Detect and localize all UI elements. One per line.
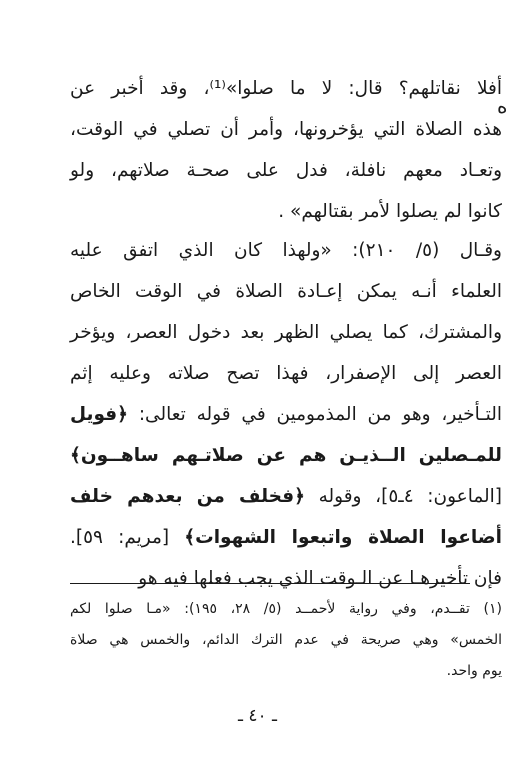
footnote-line: يوم واحد. <box>446 663 502 679</box>
text-line: وتعـاد معهم نافلة، فدل على صحـة صلاتهم، ولو <box>70 160 502 181</box>
footnote-line: الخمس» وهي صريحة في عدم الترك الدائم، والخمس هي صلاة <box>70 632 502 648</box>
text-line: هذه الصلاة التي يؤخرونها، وأمر أن تصلي في الوقت، <box>70 119 502 140</box>
footnote-line: (١) تقــدم، وفي رواية لأحمــد (٥/ ٢٨، ١٩٥): «مـا صلوا لكم <box>70 601 502 617</box>
text-line: كانوا لم يصلوا لأمر بقتالهم» . <box>278 201 502 222</box>
text-run: التـأخير، وهو من المذمومين في قوله تعالى: <box>128 404 502 425</box>
text-line: العصر إلى الإصفرار، فهذا تصح صلاته وعليه إثم <box>70 363 502 384</box>
paragraph-main <box>70 230 502 599</box>
text-line <box>70 394 502 435</box>
footnote <box>70 594 502 687</box>
text-line <box>70 476 502 517</box>
paragraph-continuation <box>70 68 502 232</box>
text-line: والمشترك، كما يصلي الظهر بعد دخول العصر، ويؤخر <box>70 322 502 343</box>
margin-mark: ه <box>497 94 508 118</box>
footnote-divider <box>70 583 470 584</box>
page-number: ـ ٤٠ ـ <box>237 706 278 726</box>
text-line: العلماء أنـه يمكن إعـادة الصلاة في الوقت الخاص <box>70 281 502 302</box>
text-line: فإن تأخيرهـا عن الـوقت الذي يجب فعلها فيه هو <box>138 568 502 589</box>
text-line: وقـال (٥/ ٢١٠): «ولهذا كان الذي اتفق عليه <box>70 240 502 261</box>
text-run: [مريم: ٥٩]. <box>70 527 185 548</box>
quran-verse-line: للمـصلين الــذيـن هم عن صلاتـهم ساهــون﴾ <box>70 445 502 466</box>
text-run: [الماعون: ٤ـ٥]، وقوله <box>304 486 503 507</box>
text-line: أفلا نقاتلهم؟ قال: لا ما صلوا»⁽¹⁾، وقد أخبر عن <box>70 78 502 99</box>
quran-verse: ﴿فويل <box>70 404 129 425</box>
quran-verse: أضاعوا الصلاة واتبعوا الشهوات﴾ <box>184 527 502 548</box>
quran-verse: ﴿فخلف من بعدهم خلف <box>70 486 305 507</box>
text-line <box>70 517 502 558</box>
